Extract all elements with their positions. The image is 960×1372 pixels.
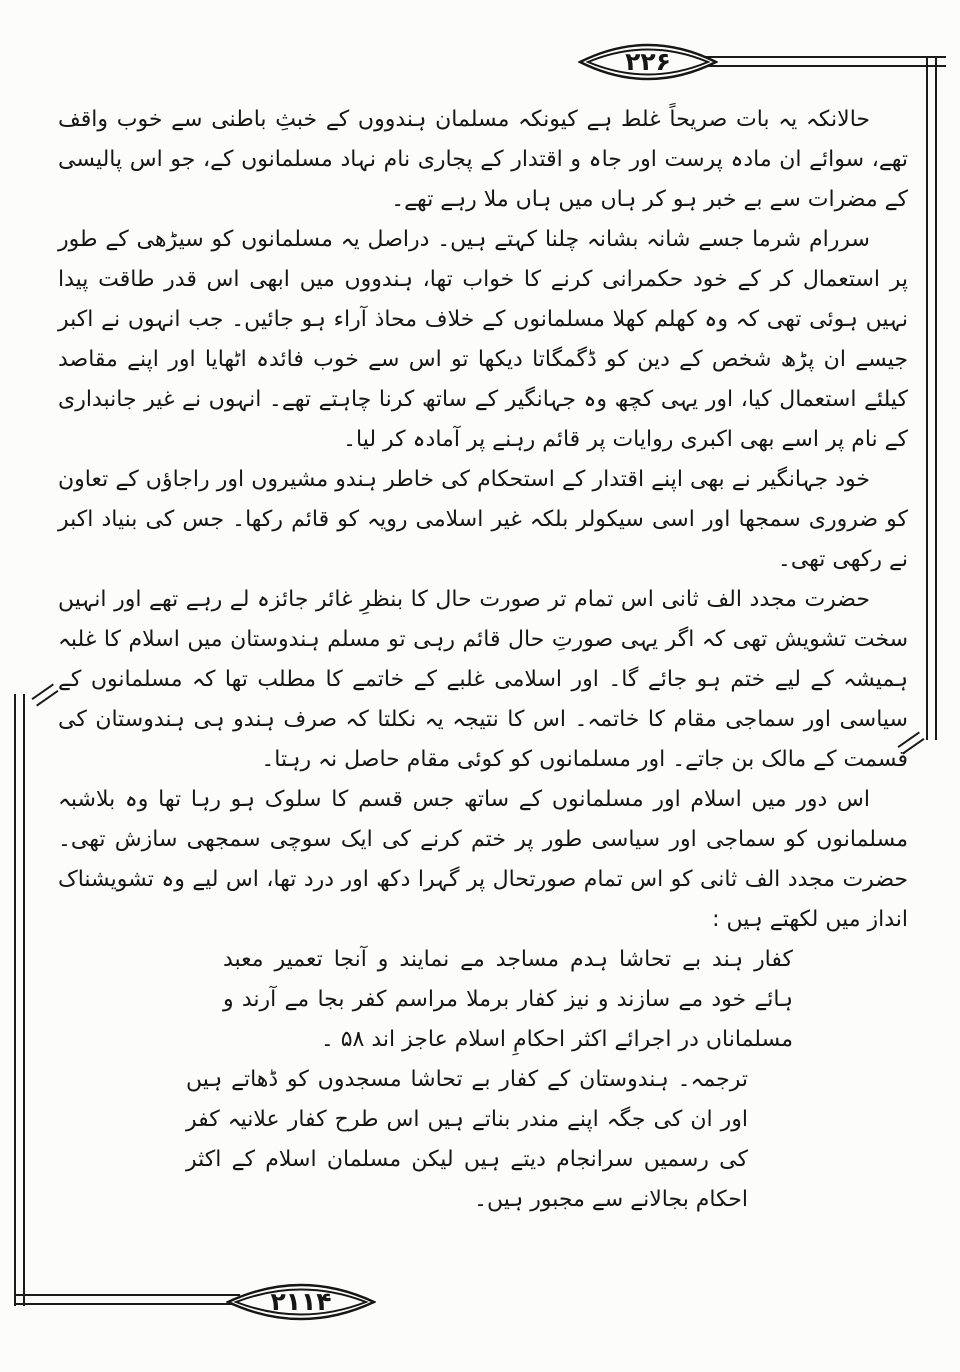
translation-paragraph: ترجمہ۔ ہندوستان کے کفار بے تحاشا مسجدوں کو ڈھاتے ہیں اور ان کی جگہ اپنے مندر بناتے ہیں اس طرح کفار علانیہ کفر کی رسمیں سرانجام دیتے ہیں لیکن مسلمان اسلام کے اکثر احکام بجالانے سے مجبور ہیں۔ [186,1067,748,1212]
top-border-rule [700,56,946,67]
body-paragraph-2: سررام شرما جسے شانہ بشانہ چلنا کہتے ہیں۔ دراصل یہ مسلمانوں کو سیڑھی کے طور پر استعمال کر کے خود حکمرانی کرنے کا خواب تھا، ہندووں میں ابھی اس قدر طاقت پیدا نہیں ہوئی تھی کہ وہ کھلم کھلا مسلمانوں کے خلاف محاذ آراء ہو جائیں۔ جب انہوں نے اکبر جیسے ان پڑھ شخص کے دین کو ڈگمگاتا دیکھا تو اس سے خوب فائدہ اٹھایا اور اپنے مقاصد کیلئے استعمال کیا، اور یہی کچھ وہ جہانگیر کے ساتھ کرنا چاہتے تھے۔ انہوں نے غیر جانبداری کے نام پر اسے بھی اکبری روایات پر قائم رہنے پر آمادہ کر لیا۔ [58,227,908,452]
page-number-cartouche-top [578,36,718,88]
left-border-rule [14,694,25,1306]
body-paragraph-1: حالانکہ یہ بات صریحاً غلط ہے کیونکہ مسلمان ہندووں کے خبثِ باطنی سے خوب واقف تھے، سوائے ان مادہ پرست اور جاہ و اقتدار کے پجاری نام نہاد مسلمانوں کے، جو اس پالیسی کے مضرات سے بے خبر ہو کر ہاں میں ہاں ملا رہے تھے۔ [58,107,908,212]
page-text [58,100,908,1220]
left-border-end-flourish [31,683,58,706]
body-paragraph-3: خود جہانگیر نے بھی اپنے اقتدار کے استحکام کی خاطر ہندو مشیروں اور راجاؤں کے تعاون کو ضروری سمجھا اور اسی سیکولر بلکہ غیر اسلامی رویہ کو قائم رکھا۔ جس کی بنیاد اکبر نے رکھی تھی۔ [58,467,908,572]
right-border-rule [926,56,937,740]
bottom-border-rule [14,1294,240,1305]
body-paragraph-4: حضرت مجدد الف ثانی اس تمام تر صورت حال کا بنظرِ غائر جائزہ لے رہے تھے اور انہیں سخت تشویش تھی کہ اگر یہی صورتِ حال قائم رہی تو مسلم ہندوستان میں اسلام کا غلبہ ہمیشہ کے لیے ختم ہو جائے گا۔ اور اسلامی غلبے کے خاتمے کا مطلب تھا کہ مسلمانوں کے سیاسی اور سماجی مقام کا خاتمہ۔ اس کا نتیجہ یہ نکلتا کہ صرف ہندو ہی ہندوستان کی قسمت کے مالک بن جاتے۔ اور مسلمانوں کو کوئی مقام حاصل نہ رہتا۔ [58,587,908,772]
persian-quote-paragraph: کفار ہند بے تحاشا ہدم مساجد مے نمایند و آنجا تعمیر معبد ہائے خود مے سازند و نیز کفار برملا مراسم کفر بجا مے آرند و مسلماناں در اجرائے اکثر احکامِ اسلام عاجز اند ۵۸ ۔ [223,947,793,1052]
body-paragraph-5: اس دور میں اسلام اور مسلمانوں کے ساتھ جس قسم کا سلوک ہو رہا تھا وہ بلاشبہ مسلمانوں کو سماجی اور سیاسی طور پر ختم کرنے کی ایک سوچی سمجھی سازش تھی۔ حضرت مجدد الف ثانی کو اس تمام صورتحال پر گہرا دکھ اور درد تھا، اس لیے وہ تشویشناک انداز میں لکھتے ہیں : [58,787,908,932]
page-number-bottom: ۲۱۱۴ [270,1286,332,1316]
page-number-cartouche-bottom [226,1276,376,1328]
page-number-top: ۲۲۶ [625,46,671,76]
